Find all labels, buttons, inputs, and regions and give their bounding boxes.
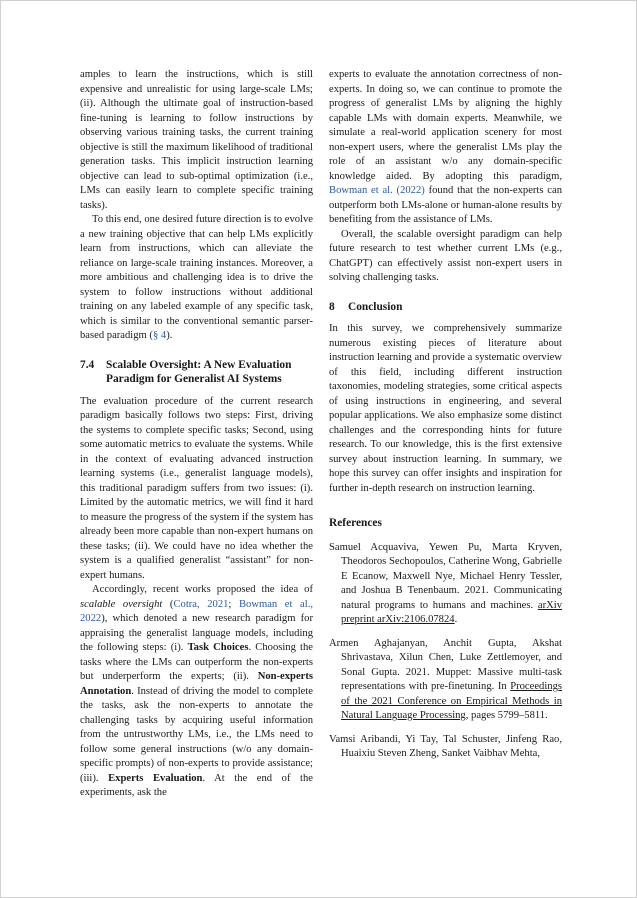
paragraph-text: ; [228, 598, 239, 610]
section-title: Scalable Oversight: A New Evaluation Paradigm for Generalist AI Systems [106, 358, 292, 385]
paragraph-text: Accordingly, recent works proposed the idea of [92, 584, 313, 595]
emphasis-text: scalable oversight [80, 598, 163, 610]
reference-link[interactable]: Proceedings of the 2021 Conference on Empirical Methods in Natural Language Processing [341, 681, 562, 721]
section-title: Conclusion [348, 300, 403, 313]
paragraph [329, 322, 562, 496]
citation-link[interactable]: Bowman et al. (2022) [329, 185, 425, 196]
reference-entry [329, 637, 562, 724]
citation-link[interactable]: Cotra, 2021 [173, 598, 229, 610]
paragraph [329, 68, 562, 228]
reference-entry [329, 541, 562, 628]
citation-link[interactable]: Bowman et al., 2022 [80, 598, 313, 624]
right-column [329, 68, 562, 771]
paragraph-text: . Instead of driving the model to complete the tasks, ask the non-experts to annotate the challenging tasks by acquiring useful information from the untrustworthy LMs, i.e., the LMs need to follow some general instructions (w/o any domain-specific prompts) of non-experts to provide assistance; (iii). [80, 685, 313, 784]
paragraph-text: In this survey, we comprehensively summarize numerous existing pieces of literature about instruction learning and provide a systematic overview of this field, including different instruction taxonomies, modeling strategies, some critical aspects of using instructions in engineering, and several popular applications. We also emphasize some distinct challenges and the corresponding hints for future research. To our knowledge, this is the first extensive survey about instruction learning. In summary, we hope this survey can offer insights and inspiration for further in-depth research on instruction learning. [329, 323, 562, 494]
paragraph-text: . Choosing the tasks where the LMs can outperform the non-experts but underperform the experts; (ii). [80, 642, 313, 682]
paragraph [80, 68, 313, 213]
references-heading: References [329, 517, 382, 529]
paragraph-text: amples to learn the instructions, which is still expensive and unrealistic for using large-scale LMs; (ii). Although the ultimate goal of instruction-based fine-tuning is learning to follow instructions by observing various training tasks, the current training objective is still the maximum likelihood of traditional generation tasks. This implicit instruction learning objective can lead to sub-optimal optimization (i.e., LMs can easily learn to complete specific training tasks). [80, 69, 313, 211]
section-number: 8 [329, 300, 335, 313]
paragraph-text: The evaluation procedure of the current research paradigm basically follows two steps: First, driving the systems to complete specific tasks; Second, using some automatic metrics to evaluate the systems. While in the context of evaluating advanced instruction learning systems (i.e., generalist language models), this traditional paradigm suffers from two issues: (i). Limited by the automatic metrics, we will find it hard to measure the progress of the system if the system has already been more capable than non-expert humans on these tasks; (ii). We could have no idea whether the system is a qualified generalist “assistant” for non-expert humans. [80, 395, 314, 581]
section-link[interactable]: § 4 [152, 330, 167, 341]
paragraph-text: To this end, one desired future direction is to evolve a new training objective that can help LMs explicitly learn from instructions, which can alleviate the reliance on large-scale training instances. Moreover, a more ambitious and challenging idea is to drive the system to follow instructions without additional training on any labeled example of any specific task, which is similar to the conventional semantic parser-based paradigm ( [80, 214, 313, 341]
paragraph-text: ), which denoted a new research paradigm for appraising the generalist language models, including the following steps: (i). [80, 613, 313, 653]
paragraph-text: ( [162, 598, 174, 610]
section-heading [80, 358, 313, 387]
reference-text: Armen Aghajanyan, Anchit Gupta, Akshat Shrivastava, Xilun Chen, Luke Zettlemoyer, and Sonal Gupta. 2021. Muppet: Massive multi-task representations with pre-finetuning. In [329, 637, 562, 692]
paragraph [80, 583, 313, 801]
section-heading [329, 300, 562, 315]
paragraph-text: Overall, the scalable oversight paradigm can help future research to test whether current LMs (e.g., ChatGPT) can effectively assist non-expert users in solving challenging tasks. [329, 228, 562, 283]
reference-text: . [454, 614, 458, 625]
paragraph-text: . At the end of the experiments, ask the [80, 772, 313, 798]
reference-text: Samuel Acquaviva, Yewen Pu, Marta Kryven, Theodoros Sechopoulos, Catherine Wong, Gabrielle E Ecanow, Maxwell Nye, Michael Henry Tessler, and Joshua B Tenenbaum. 2021. Communicating natural programs to humans and machines. [329, 541, 562, 611]
paragraph-text: experts to evaluate the annotation correctness of non-experts. In doing so, we can continue to promote the progress of generalist LMs by aligning the highly capable LMs with domain experts. Meanwhile, we simulate a real-world application scenery for most non-expert users, where the generalist LMs play the role of an assistant w/o any domain-specific knowledge aided. By adopting this paradigm, [329, 69, 562, 182]
paragraph-text: ). [166, 330, 173, 341]
paragraph [80, 213, 313, 344]
reference-text: Vamsi Aribandi, Yi Tay, Tal Schuster, Jinfeng Rao, Huaixiu Steven Zheng, Sanket Vaibhav Mehta, [329, 733, 562, 759]
paragraph [80, 395, 313, 584]
left-column [80, 68, 313, 801]
paragraph [329, 228, 562, 286]
bold-term: Non-experts Annotation [80, 671, 313, 697]
reference-text: , pages 5799–5811. [465, 710, 548, 721]
bold-term: Task Choices [187, 642, 249, 653]
paragraph-text: found that the non-experts can outperform both LMs-alone or human-alone results by benefiting from the assistance of LMs. [329, 185, 562, 225]
reference-link[interactable]: arXiv preprint arXiv:2106.07824 [341, 599, 562, 625]
reference-entry [329, 733, 562, 762]
bold-term: Experts Evaluation [108, 772, 203, 784]
section-number: 7.4 [80, 358, 95, 371]
